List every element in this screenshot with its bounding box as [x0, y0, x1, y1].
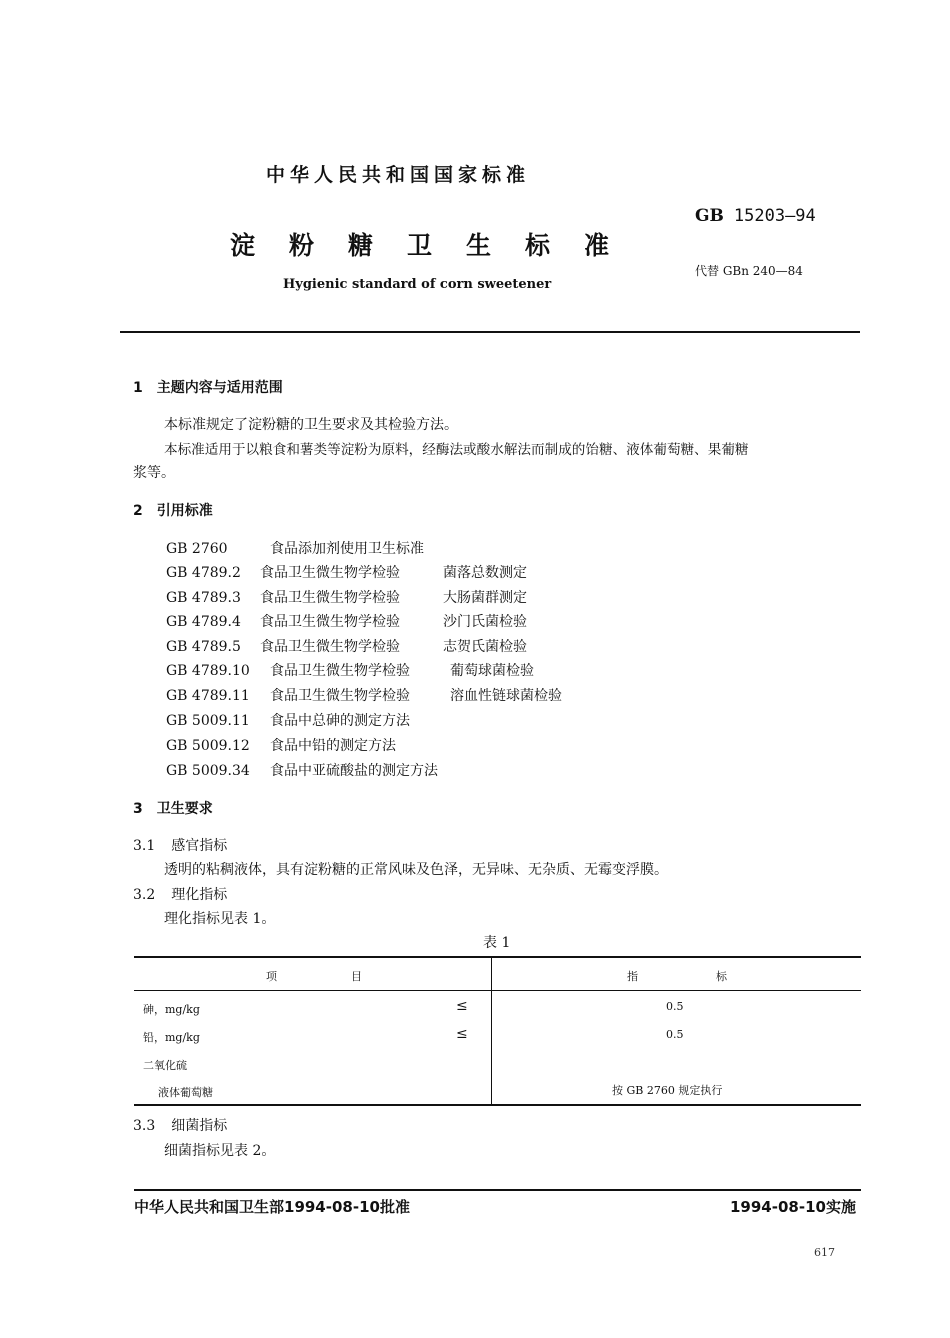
replaces-note: 代替 GBn 240—84: [695, 264, 803, 278]
section2-title: 引用标准: [156, 503, 213, 519]
section3-title: 卫生要求: [156, 801, 213, 817]
table-row-value: 0.5: [666, 1000, 684, 1013]
english-title: Hygienic standard of corn sweetener: [283, 277, 552, 292]
reference-item: GB 4789.11 食品卫生微生物学检验 溶血性链球菌检验: [166, 688, 562, 704]
reference-item: GB 5009.34 食品中亚硫酸盐的测定方法: [166, 763, 438, 779]
table-row-op: ≤: [456, 998, 468, 1014]
section1-heading: [133, 377, 283, 397]
table1-caption: 表 1: [483, 935, 511, 951]
reference-item: GB 5009.12 食品中铅的测定方法: [166, 738, 396, 754]
table-row-value: 按 GB 2760 规定执行: [612, 1084, 723, 1097]
table-header-index: 指 标: [627, 970, 727, 983]
approval-line: 中华人民共和国卫生部1994-08-10批准: [134, 1198, 410, 1216]
table-row-value: 0.5: [666, 1028, 684, 1041]
table-header-rule: [134, 990, 861, 991]
reference-item: GB 4789.3 食品卫生微生物学检验 大肠菌群测定: [166, 590, 527, 606]
section2-heading: [133, 500, 213, 520]
subsection-3-2-text: 理化指标见表 1。: [164, 911, 276, 927]
implementation-date: 1994-08-10实施: [730, 1198, 856, 1216]
table-bottom-rule: [134, 1104, 861, 1106]
header-rule: [120, 331, 860, 333]
subsection-3-2-heading: 3.2 理化指标: [133, 887, 228, 903]
subsection-3-1-text: 透明的粘稠液体，具有淀粉糖的正常风味及色泽，无异味、无杂质、无霉变浮膜。: [164, 862, 668, 878]
table-row-item: 砷，mg/kg: [143, 1003, 200, 1016]
table-column-divider: [491, 956, 492, 1106]
national-standard-heading: 中华人民共和国国家标准: [266, 164, 531, 186]
reference-item: GB 4789.5 食品卫生微生物学检验 志贺氏菌检验: [166, 639, 527, 655]
reference-item: GB 2760 食品添加剂使用卫生标准: [166, 541, 424, 557]
standard-code-prefix: GB: [695, 206, 724, 226]
page-number: 617: [814, 1246, 835, 1259]
subsection-3-3-text: 细菌指标见表 2。: [164, 1143, 276, 1159]
subsection-3-3-heading: 3.3 细菌指标: [133, 1118, 228, 1134]
section1-number: 1: [133, 380, 143, 396]
document-title: 淀粉糖卫生标准: [230, 231, 644, 260]
reference-item: GB 4789.10 食品卫生微生物学检验 葡萄球菌检验: [166, 663, 534, 679]
standard-code-number: 15203—94: [733, 206, 816, 226]
section3-heading: [133, 798, 213, 818]
reference-item: GB 5009.11 食品中总砷的测定方法: [166, 713, 410, 729]
table-top-rule: [134, 956, 861, 958]
section1-para2-line1: 本标准适用于以粮食和薯类等淀粉为原料，经酶法或酸水解法而制成的饴糖、液体葡萄糖、果葡糖: [164, 442, 749, 458]
section2-number: 2: [133, 503, 143, 519]
standard-code: [695, 206, 816, 226]
table-header-item: 项 目: [266, 970, 362, 983]
table-row-item: 二氧化硫: [143, 1059, 187, 1072]
section1-title: 主题内容与适用范围: [156, 380, 283, 396]
subsection-3-1-heading: 3.1 感官指标: [133, 838, 228, 854]
reference-item: GB 4789.2 食品卫生微生物学检验 菌落总数测定: [166, 565, 527, 581]
section3-number: 3: [133, 801, 143, 817]
table-row-item: 铅，mg/kg: [143, 1031, 200, 1044]
section1-para2-line2: 浆等。: [133, 465, 175, 481]
section1-para1: 本标准规定了淀粉糖的卫生要求及其检验方法。: [164, 417, 458, 433]
table-row-op: ≤: [456, 1026, 468, 1042]
table-row-item: 液体葡萄糖: [158, 1086, 213, 1099]
reference-item: GB 4789.4 食品卫生微生物学检验 沙门氏菌检验: [166, 614, 527, 630]
footer-rule: [134, 1189, 861, 1191]
